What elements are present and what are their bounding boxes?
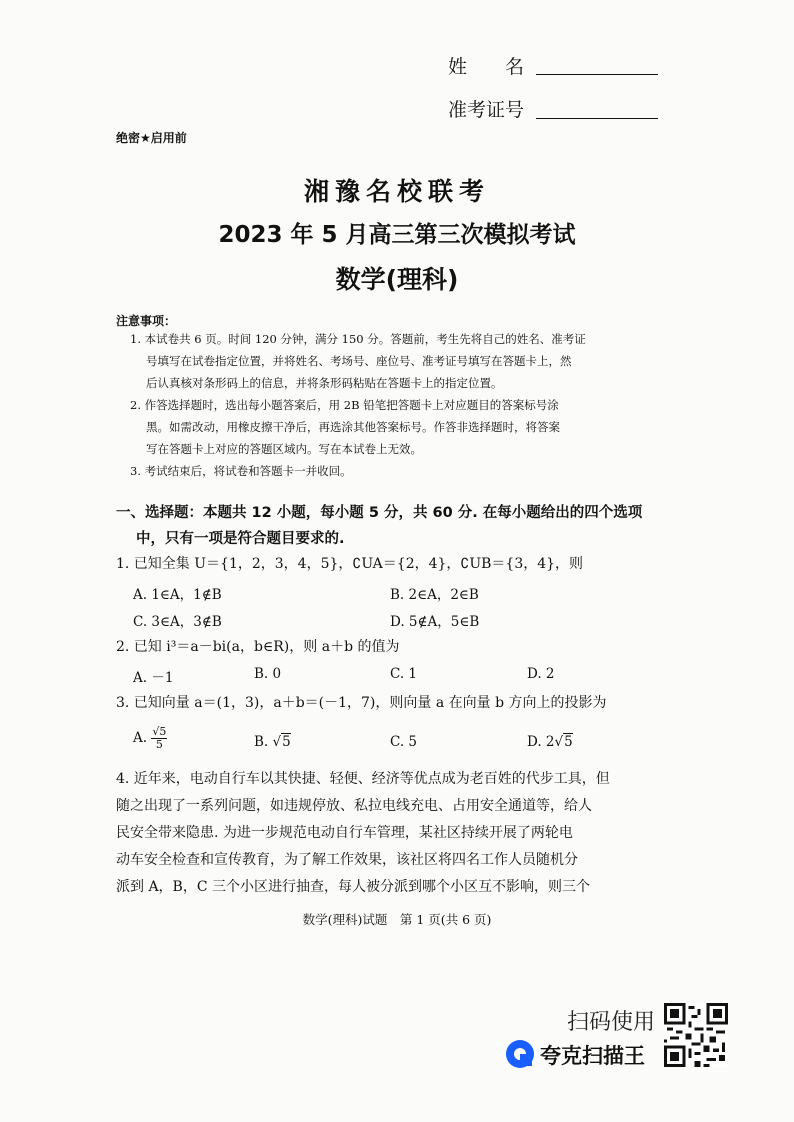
sqrt-icon: √ [272, 734, 282, 750]
question-1-stem: 1. 已知全集 U＝{1，2，3，4，5}，∁UA＝{2，4}，∁UB＝{3，4}，则 [116, 556, 584, 572]
q4-line: 派到 A，B，C 三个小区进行抽查，每人被分派到哪个小区互不影响，则三个 [116, 879, 591, 895]
fraction-numerator: √5 [152, 725, 167, 738]
subject-title: 数学(理科) [335, 265, 459, 294]
question-4-stem [116, 766, 676, 901]
notice-line: 2. 作答选择题时，选出每小题答案后，用 2B 铅笔把答题卡上对应题目的答案标号涂 [130, 398, 559, 412]
q2-option-d: D. 2 [527, 666, 555, 682]
q3-option-d-label: D. 2 [527, 734, 555, 750]
scan-prompt: 扫码使用 [567, 1010, 656, 1035]
q3-option-b-radicand: 5 [282, 734, 291, 750]
notice-line: 写在答题卡上对应的答题区域内。写在本试卷上无效。 [146, 442, 422, 456]
q3-option-a-fraction [151, 726, 167, 751]
q2-option-c: C. 1 [390, 666, 418, 682]
q3-option-c: C. 5 [390, 734, 418, 750]
q3-option-d [527, 734, 573, 750]
exam-id-label: 准考证号 [448, 99, 525, 121]
q3-option-b [254, 734, 291, 750]
exam-title: 湘豫名校联考 [303, 177, 490, 206]
q4-line: 民安全带来隐患. 为进一步规范电动自行车管理，某社区持续开展了两轮电 [116, 825, 573, 841]
notice-line: 后认真核对条形码上的信息，并将条形码粘贴在答题卡上的指定位置。 [146, 376, 503, 390]
qr-code-icon[interactable] [664, 1003, 728, 1067]
question-3-stem: 3. 已知向量 a＝(1，3)，a＋b＝(－1，7)，则向量 a 在向量 b 方向上的投影为 [116, 695, 607, 711]
q3-option-d-radicand: 5 [564, 734, 573, 750]
exam-id-underline [536, 118, 658, 119]
section-heading [116, 500, 642, 552]
section-heading-line: 中，只有一项是符合题目要求的. [136, 531, 345, 547]
q4-line: 动车安全检查和宣传教育，为了解工作效果，该社区将四名工作人员随机分 [116, 852, 578, 868]
notice-line: 3. 考试结束后，将试卷和答题卡一并收回。 [130, 464, 352, 478]
section-heading-line: 一、选择题：本题共 12 小题，每小题 5 分，共 60 分. 在每小题给出的四个选项 [116, 505, 643, 521]
notice-heading: 注意事项： [116, 314, 177, 328]
name-underline [536, 74, 658, 75]
q1-option-d: D. 5∉A，5∈B [390, 614, 480, 630]
page-footer: 数学(理科)试题 第 1 页(共 6 页) [302, 912, 492, 927]
notice-line: 1. 本试卷共 6 页。时间 120 分钟，满分 150 分。答题前，考生先将自己的姓名、准考证 [130, 332, 586, 346]
sqrt-icon: √ [554, 734, 564, 750]
q1-option-c: C. 3∈A，3∉B [133, 614, 222, 630]
notice-line: 号填写在试卷指定位置，并将姓名、考场号、座位号、准考证号填写在答题卡上，然 [146, 354, 572, 368]
q4-line: 4. 近年来，电动自行车以其快捷、轻便、经济等优点成为老百姓的代步工具，但 [116, 771, 610, 787]
fraction-denominator: 5 [155, 738, 163, 751]
exam-subtitle: 2023 年 5 月高三第三次模拟考试 [218, 222, 576, 248]
name-label: 姓 名 [448, 56, 525, 78]
q2-option-a: A. －1 [133, 670, 174, 686]
q2-option-b: B. 0 [254, 666, 282, 682]
notice-body [130, 328, 586, 482]
q1-option-b: B. 2∈A，2∈B [390, 587, 479, 603]
q3-option-b-label: B. [254, 734, 269, 750]
secret-mark: 绝密★启用前 [116, 131, 187, 145]
notice-line: 黑。如需改动，用橡皮擦干净后，再选涂其他答案标号。作答非选择题时，将答案 [146, 420, 560, 434]
question-2-stem: 2. 已知 i³＝a－bi(a，b∈R)，则 a＋b 的值为 [116, 639, 400, 655]
q4-line: 随之出现了一系列问题，如违规停放、私拉电线充电、占用安全通道等，给人 [116, 798, 592, 814]
q3-option-a-label: A. [133, 730, 148, 746]
scanner-brand: 夸克扫描王 [540, 1044, 645, 1068]
q3-option-a [133, 726, 167, 751]
q1-option-a: A. 1∈A，1∉B [133, 587, 222, 603]
quark-logo-icon [505, 1039, 535, 1069]
